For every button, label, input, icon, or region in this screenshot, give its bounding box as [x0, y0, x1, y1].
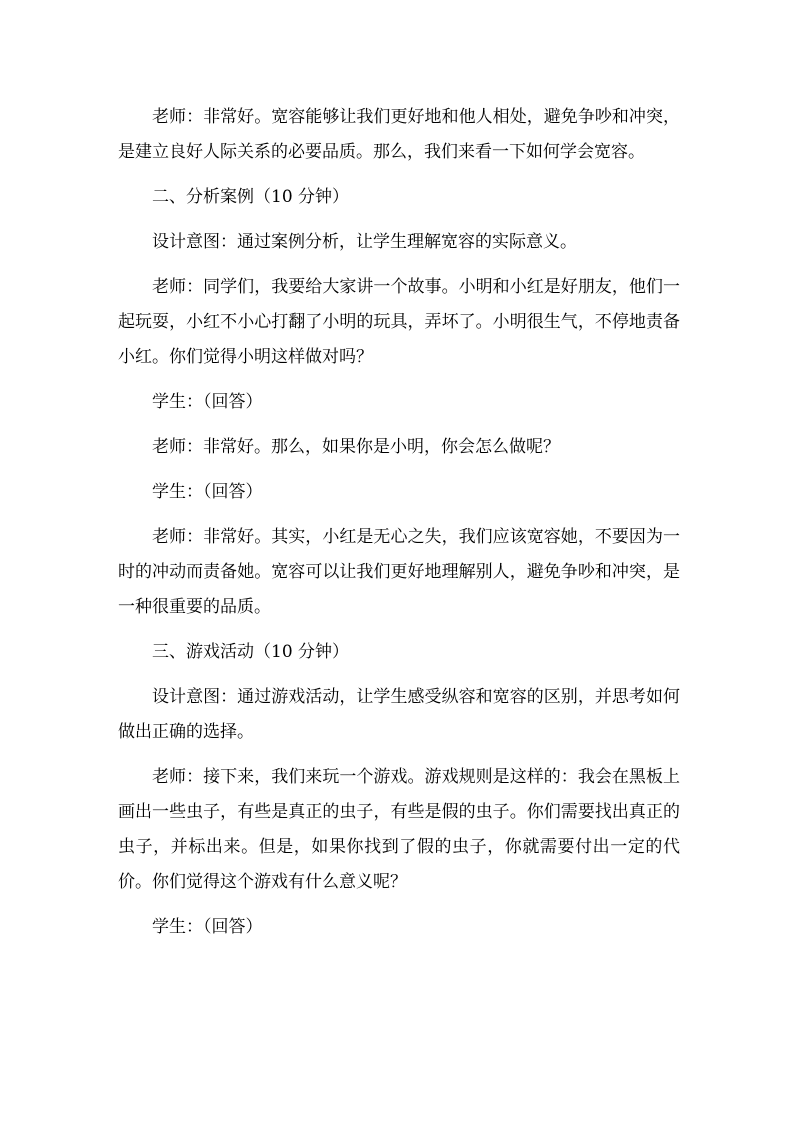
- paragraph-design-intent-2: 设计意图：通过游戏活动，让学生感受纵容和宽容的区别，并思考如何做出正确的选择。: [118, 687, 680, 742]
- section-heading-case-analysis: 二、分析案例（10 分钟）: [152, 187, 350, 207]
- paragraph-design-intent-1: 设计意图：通过案例分析，让学生理解宽容的实际意义。: [152, 232, 577, 252]
- section-heading-game-activity: 三、游戏活动（10 分钟）: [152, 642, 350, 662]
- document-body: [118, 100, 680, 955]
- paragraph-teacher-conclusion: 老师：非常好。其实，小红是无心之失，我们应该宽容她，不要因为一时的冲动而责备她。宽容可以让我们更好地理解别人，避免争吵和冲突，是一种很重要的品质。: [118, 527, 680, 617]
- paragraph-teacher-story: 老师：同学们，我要给大家讲一个故事。小明和小红是好朋友，他们一起玩耍，小红不小心打翻了小明的玩具，弄坏了。小明很生气，不停地责备小红。你们觉得小明这样做对吗？: [118, 277, 680, 367]
- paragraph-student-answer-3: 学生：（回答）: [152, 917, 263, 937]
- paragraph-student-answer-1: 学生：（回答）: [152, 392, 263, 412]
- paragraph-teacher-game-rules: 老师：接下来，我们来玩一个游戏。游戏规则是这样的：我会在黑板上画出一些虫子，有些是真正的虫子，有些是假的虫子。你们需要找出真正的虫子，并标出来。但是，如果你找到了假的虫子，你就需要付出一定的代价。你们觉得这个游戏有什么意义呢？: [118, 767, 680, 892]
- paragraph-student-answer-2: 学生：（回答）: [152, 482, 263, 502]
- paragraph-teacher-question: 老师：非常好。那么，如果你是小明，你会怎么做呢？: [152, 437, 560, 457]
- paragraph-teacher-intro: 老师：非常好。宽容能够让我们更好地和他人相处，避免争吵和冲突，是建立良好人际关系的必要品质。那么，我们来看一下如何学会宽容。: [118, 107, 680, 162]
